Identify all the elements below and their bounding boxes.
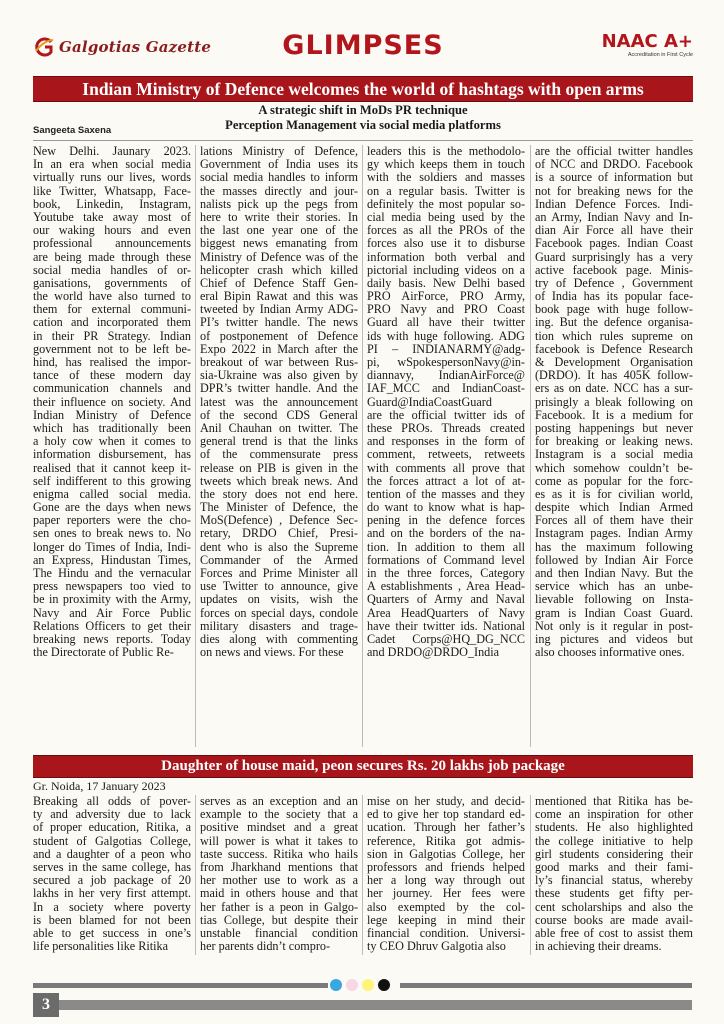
text-line: dent who is also the Supreme	[200, 540, 358, 554]
text-line: of NCC and DRDO. Facebook	[535, 158, 693, 172]
text-line: mentioned that Ritika has be-	[535, 795, 693, 808]
text-line: have their twitter ids. National	[367, 619, 525, 633]
text-line: their influence on society. And	[33, 395, 191, 409]
article2-column-4	[535, 795, 693, 953]
footer-rule-right	[400, 983, 692, 988]
column-divider	[530, 795, 531, 955]
text-line: information both verbal and	[367, 250, 525, 264]
text-line: her father is a peon in Galgo-	[200, 900, 358, 914]
text-line: Gone are the days when news	[33, 501, 191, 515]
text-line: book, Linkedin, Instagram,	[33, 197, 191, 211]
text-line: DPR’s twitter handle. And the	[200, 382, 358, 396]
text-line: are being made through these	[33, 250, 191, 264]
text-line: also exempted by the col-	[367, 900, 525, 914]
text-line: financial condition. Universi-	[367, 926, 525, 940]
column-divider	[362, 145, 363, 747]
column-divider	[195, 795, 196, 955]
text-line: Guard all have their twitter	[367, 316, 525, 330]
color-dot	[362, 979, 374, 991]
text-line: Anil Chauhan on twitter. The	[200, 421, 358, 435]
text-line: from Jharkhand mentions that	[200, 860, 358, 874]
text-line: Breaking all odds of pover-	[33, 795, 191, 808]
text-line: is been blamed for not been	[33, 913, 191, 927]
text-line: military disasters and trage-	[200, 619, 358, 633]
text-line: forces on special days, condole	[200, 606, 358, 620]
text-line: Expo 2022 in March after the	[200, 342, 358, 356]
text-line: Chief of Defence Staff Gen-	[200, 276, 358, 290]
text-line: self indifferent to this growing	[33, 474, 191, 488]
text-line: serves in the same college, has	[33, 860, 191, 874]
text-line: the masses directly and jour-	[200, 184, 358, 198]
article1-subhead-2: Perception Management via social media platforms	[225, 118, 501, 132]
text-line: government not to be left be-	[33, 342, 191, 356]
text-line: Quarters of Army and Naval	[367, 593, 525, 607]
text-line: and a daughter of a peon who	[33, 847, 191, 861]
text-line: lievable following on Insta-	[535, 593, 693, 607]
text-line: Indian Ministry of Defence	[33, 408, 191, 422]
text-line: (DRDO). It has 405K follow-	[535, 369, 693, 383]
text-line: tion which rules supreme on	[535, 329, 693, 343]
text-line: and on the borders of the na-	[367, 527, 525, 541]
text-line: which has traditionally been	[33, 421, 191, 435]
color-dots	[330, 979, 390, 991]
text-line: try of Defence , Government	[535, 276, 693, 290]
text-line: of the second CDS General	[200, 408, 358, 422]
text-line: which somehow couldn’t be-	[535, 461, 693, 475]
text-line: on news and views. For these	[200, 646, 344, 660]
text-line: cial media being used by the	[367, 210, 525, 224]
article2-column-1	[33, 795, 191, 953]
text-line: mise on her study, and decid-	[367, 795, 525, 808]
text-line: ucation. Through her father’s	[367, 821, 525, 835]
text-line: the college initiative to help	[535, 834, 693, 848]
text-line: student of Galgotias College,	[33, 834, 191, 848]
text-line: with comments all prove that	[367, 461, 525, 475]
text-line: pi, wSpokespersonNavy@in-	[367, 356, 525, 369]
text-line: Instagram is a social media	[535, 448, 693, 462]
article1-headline: Indian Ministry of Defence welcomes the world of hashtags with open arms	[33, 76, 693, 102]
text-line: on a regular basis. Twitter is	[367, 184, 525, 198]
text-line: The Minister of Defence, the	[200, 501, 358, 515]
text-line: release on PIB is given in the	[200, 461, 358, 475]
column-divider	[362, 795, 363, 955]
text-line: service which has an unbe-	[535, 580, 693, 594]
text-line: is a source of information but	[535, 171, 693, 185]
text-line: Indian Defence Forces. Indi-	[535, 197, 693, 211]
text-line: forces as all the PROs of the	[367, 224, 525, 238]
text-line: tion. In addition to them all	[367, 540, 525, 554]
text-line: pictorial including videos on a	[367, 263, 525, 277]
text-line: secured a job package of 20	[33, 874, 191, 888]
text-line: good marks and their fami-	[535, 860, 693, 874]
text-line: PRO Navy and PRO Coast	[367, 303, 525, 317]
article2-column-3	[367, 795, 525, 953]
text-line: cation and incorporated them	[33, 316, 191, 330]
text-line: dies along with commenting	[200, 632, 358, 646]
text-line: are the official twitter ids of	[367, 408, 525, 422]
text-line: has the maximum following	[535, 540, 693, 554]
text-line: unstable financial condition	[200, 926, 358, 940]
text-line: our waking hours and even	[33, 224, 191, 238]
text-line: sia-Ukraine was also given by	[200, 369, 358, 383]
text-line: tias College, but despite their	[200, 913, 358, 927]
text-line: tweeted by Indian Army ADG-	[200, 303, 358, 317]
text-line: paper reporters were the cho-	[33, 514, 191, 528]
text-line: Facebook. It is a medium for	[535, 408, 693, 422]
text-line: gy which keeps them in touch	[367, 158, 525, 172]
text-line: tance of these modern day	[33, 369, 191, 383]
text-line: in the three forces, Category	[367, 567, 525, 580]
text-line: breaking news reports. Today	[33, 632, 191, 646]
text-line: Ministry of Defence was of the	[200, 250, 358, 264]
text-line: forces also use it to disburse	[367, 237, 525, 251]
article2-dateline: Gr. Noida, 17 January 2023	[33, 779, 166, 793]
text-line: latest was the announcement	[200, 395, 358, 409]
column-divider	[530, 145, 531, 747]
text-line: ty CEO Dhruv Galgotia also	[367, 940, 506, 954]
text-line: longer do Times of India, Indi-	[33, 540, 191, 554]
text-line: Navy and Air Force Public	[33, 606, 191, 620]
text-line: daily basis. New Delhi based	[367, 276, 525, 290]
text-line: these students get fifty per-	[535, 887, 693, 901]
text-line: comment, retweets, retweets	[367, 448, 525, 462]
color-dot	[346, 979, 358, 991]
text-line: and responses in the form of	[367, 435, 525, 449]
text-line: Youtube take away most of	[33, 210, 191, 224]
text-line: Guard surprisingly has a very	[535, 250, 693, 264]
text-line: gram is Indian Coast Guard.	[535, 606, 693, 620]
article1-subhead-1: A strategic shift in MoDs PR technique	[258, 103, 468, 117]
text-line: ty and adversity due to lack	[33, 808, 191, 822]
text-line: them for external communi-	[33, 303, 191, 317]
article1-column-3	[367, 145, 525, 659]
text-line: Facebook pages. Indian Coast	[535, 237, 693, 251]
naac-caption: Accreditation in First Cycle	[627, 52, 693, 58]
text-line: Commander of the Armed	[200, 553, 358, 567]
text-line: taste success. Ritika who hails	[200, 847, 358, 861]
text-line: tweets which break news. And	[200, 474, 358, 488]
text-line: lakhs in her very first attempt.	[33, 887, 191, 901]
text-line: facebook is Defence Research	[535, 342, 693, 356]
text-line: use Twitter to announce, give	[200, 580, 358, 594]
text-line: general trend is that the links	[200, 435, 358, 449]
article1-column-2	[200, 145, 358, 659]
text-line: ing. But the defence organisa-	[535, 316, 693, 330]
text-line: sen ones to break news to. No	[33, 527, 191, 541]
text-line: of proper education, Ritika, a	[33, 821, 191, 835]
text-line: her a long way through out	[367, 874, 525, 888]
column-divider	[195, 145, 196, 747]
text-line: eral Bipin Rawat and this was	[200, 290, 358, 304]
text-line: will power is what it takes to	[200, 834, 358, 848]
text-line: the forces attract a lot of at-	[367, 474, 525, 488]
masthead	[33, 30, 693, 70]
text-line: dian Air Force all have their	[535, 224, 693, 238]
text-line: her parents didn’t compro-	[200, 940, 331, 954]
text-line: social media handles to inform	[200, 171, 358, 185]
text-line: and then Indian Navy. But the	[535, 567, 693, 580]
text-line: Cadet Corps@HQ_DG_NCC	[367, 632, 525, 646]
text-line: In a society where poverty	[33, 900, 191, 914]
text-line: the world have also turned to	[33, 290, 191, 304]
page-number-bar	[59, 1000, 692, 1010]
text-line: positive mindset and a great	[200, 821, 358, 835]
text-line: MoS(Defence) , Defence Sec-	[200, 514, 358, 528]
article2-column-2	[200, 795, 358, 953]
text-line: biggest news emanating from	[200, 237, 358, 251]
section-title: GLIMPSES	[282, 30, 444, 61]
article1-column-1	[33, 145, 191, 659]
text-line: the last one year one of the	[200, 224, 358, 238]
text-line: serves as an exception and an	[200, 795, 358, 808]
text-line: ganisations, governments of	[33, 276, 191, 290]
text-line: information disbursement, has	[33, 448, 191, 462]
text-line: enigma called social media.	[33, 487, 191, 501]
text-line: virtually runs our lives, words	[33, 171, 191, 185]
text-line: updates on visits, wish the	[200, 593, 358, 607]
text-line: an Express, Hindustan Times,	[33, 553, 191, 567]
text-line: retary, DRDO Chief, Presi-	[200, 527, 358, 541]
text-line: helicopter crash which killed	[200, 263, 358, 277]
text-line: In an era when social media	[33, 158, 191, 172]
text-line: The Hindu and the vernacular	[33, 567, 191, 580]
text-line: professors and friends helped	[367, 860, 525, 874]
color-dot	[378, 979, 390, 991]
text-line: diannavy, IndianAirForce@	[367, 369, 525, 383]
text-line: ing pictures and videos but	[535, 632, 693, 646]
text-line: of postponement of Defence	[200, 329, 358, 343]
text-line: definitely the most popular so-	[367, 197, 525, 211]
text-line: & Development Organisation	[535, 356, 693, 369]
text-line: despite which Indian Armed	[535, 501, 693, 515]
text-line: Area HeadQuarters of Navy	[367, 606, 525, 620]
text-line: followed by Indian Air Force	[535, 553, 693, 567]
article1-column-4	[535, 145, 693, 659]
footer-rule-left	[33, 983, 328, 988]
text-line: of the commensurate press	[200, 448, 358, 462]
text-line: professional announcements	[33, 237, 191, 251]
text-line: Forces all of them have their	[535, 514, 693, 528]
text-line: PI’s twitter handle. The news	[200, 316, 358, 330]
text-line: PRO AirForce, PRO Army,	[367, 290, 525, 304]
color-dot	[330, 979, 342, 991]
text-line: course books are made avail-	[535, 913, 693, 927]
text-line: PI – INDIANARMY@adg-	[367, 342, 525, 356]
text-line: these PROs. Threads created	[367, 421, 525, 435]
text-line: in achieving their dreams.	[535, 940, 662, 954]
text-line: in their PR Strategy. Indian	[33, 329, 191, 343]
text-line: Instagram pages. Indian Army	[535, 527, 693, 541]
article1-byline: Sangeeta Saxena	[33, 125, 112, 136]
text-line: lations Ministry of Defence,	[200, 145, 358, 158]
text-line: come an inspiration for other	[535, 808, 693, 822]
text-line: able free of cost to assist them	[535, 926, 693, 940]
text-line: also chooses informative ones.	[535, 646, 685, 660]
text-line: be in proximity with the Army,	[33, 593, 191, 607]
page-number: 3	[33, 993, 59, 1017]
text-line: pening in the defence forces	[367, 514, 525, 528]
text-line: ids with huge following. ADG	[367, 329, 525, 343]
text-line: maid in others house and that	[200, 887, 358, 901]
text-line: ly’s financial status, whereby	[535, 874, 693, 888]
naac-badge	[602, 32, 693, 58]
text-line: students. He also highlighted	[535, 821, 693, 835]
naac-grade: NAAC A+	[601, 31, 693, 52]
text-line: her journey. Her fees were	[367, 887, 525, 901]
text-line: life personalities like Ritika	[33, 940, 169, 954]
text-line: here to write their stories. In	[200, 210, 358, 224]
text-line: are the official twitter handles	[535, 145, 693, 158]
text-line: Relations Officers to get their	[33, 619, 191, 633]
text-line: leaders this is the methodolo-	[367, 145, 525, 158]
text-line: do want to know what is hap-	[367, 501, 525, 515]
text-line: nalists pick up the pegs from	[200, 197, 358, 211]
text-line: breakout of war between Rus-	[200, 356, 358, 369]
text-line: example to the society that a	[200, 808, 358, 822]
text-line: an Army, Indian Navy and In-	[535, 210, 693, 224]
text-line: cent scholarships and also the	[535, 900, 693, 914]
text-line: tention of the masses and they	[367, 487, 525, 501]
text-line: lege keeping in mind their	[367, 913, 525, 927]
text-line: with the soldiers and masses	[367, 171, 525, 185]
text-line: a holy cow when it comes to	[33, 435, 191, 449]
text-line: come as popular for the forc-	[535, 474, 693, 488]
text-line: Government of India uses its	[200, 158, 358, 172]
text-line: Not only is it regular in post-	[535, 619, 693, 633]
text-line: prisingly a bleak following on	[535, 395, 693, 409]
text-line: Guard@IndiaCoastGuard	[367, 395, 492, 409]
text-line: New Delhi. Jaunary 2023.	[33, 145, 191, 158]
text-line: IAF_MCC and IndianCoast-	[367, 382, 525, 396]
text-line: formations of Command level	[367, 553, 525, 567]
text-line: realised that it cannot keep it-	[33, 461, 191, 475]
text-line: Forces and Prime Minister all	[200, 567, 358, 580]
text-line: for breaking or leaking news.	[535, 435, 693, 449]
text-line: able to get success in one’s	[33, 926, 191, 940]
text-line: book page with huge follow-	[535, 303, 693, 317]
text-line: active facebook page. Minis-	[535, 263, 693, 277]
text-line: reference, Ritika got admis-	[367, 834, 525, 848]
article2-headline: Daughter of house maid, peon secures Rs. 20 lakhs job package	[33, 755, 693, 778]
text-line: press newspapers too vied to	[33, 580, 191, 594]
text-line: girl students considering their	[535, 847, 693, 861]
text-line: of India has its popular face-	[535, 290, 693, 304]
text-line: A establishments , Area Head-	[367, 580, 525, 594]
text-line: the story does not end here.	[200, 487, 358, 501]
byline-divider	[33, 140, 693, 141]
text-line: the Directorate of Public Re-	[33, 646, 174, 660]
text-line: her mother use to work as a	[200, 874, 358, 888]
text-line: hind, has realised the impor-	[33, 356, 191, 369]
text-line: like Twitter, Whatsapp, Face-	[33, 184, 191, 198]
text-line: posting happenings but never	[535, 421, 693, 435]
text-line: communication channels and	[33, 382, 191, 396]
text-line: and DRDO@DRDO_India	[367, 646, 500, 660]
text-line: ed to give her top standard ed-	[367, 808, 525, 822]
text-line: sion in Galgotias College, her	[367, 847, 525, 861]
text-line: es as it is for civilian world,	[535, 487, 693, 501]
text-line: ers as on date. NCC has a sur-	[535, 382, 693, 396]
text-line: not for breaking news for the	[535, 184, 693, 198]
text-line: social media handles of or-	[33, 263, 191, 277]
gazette-name: Galgotias Gazette	[59, 38, 212, 56]
